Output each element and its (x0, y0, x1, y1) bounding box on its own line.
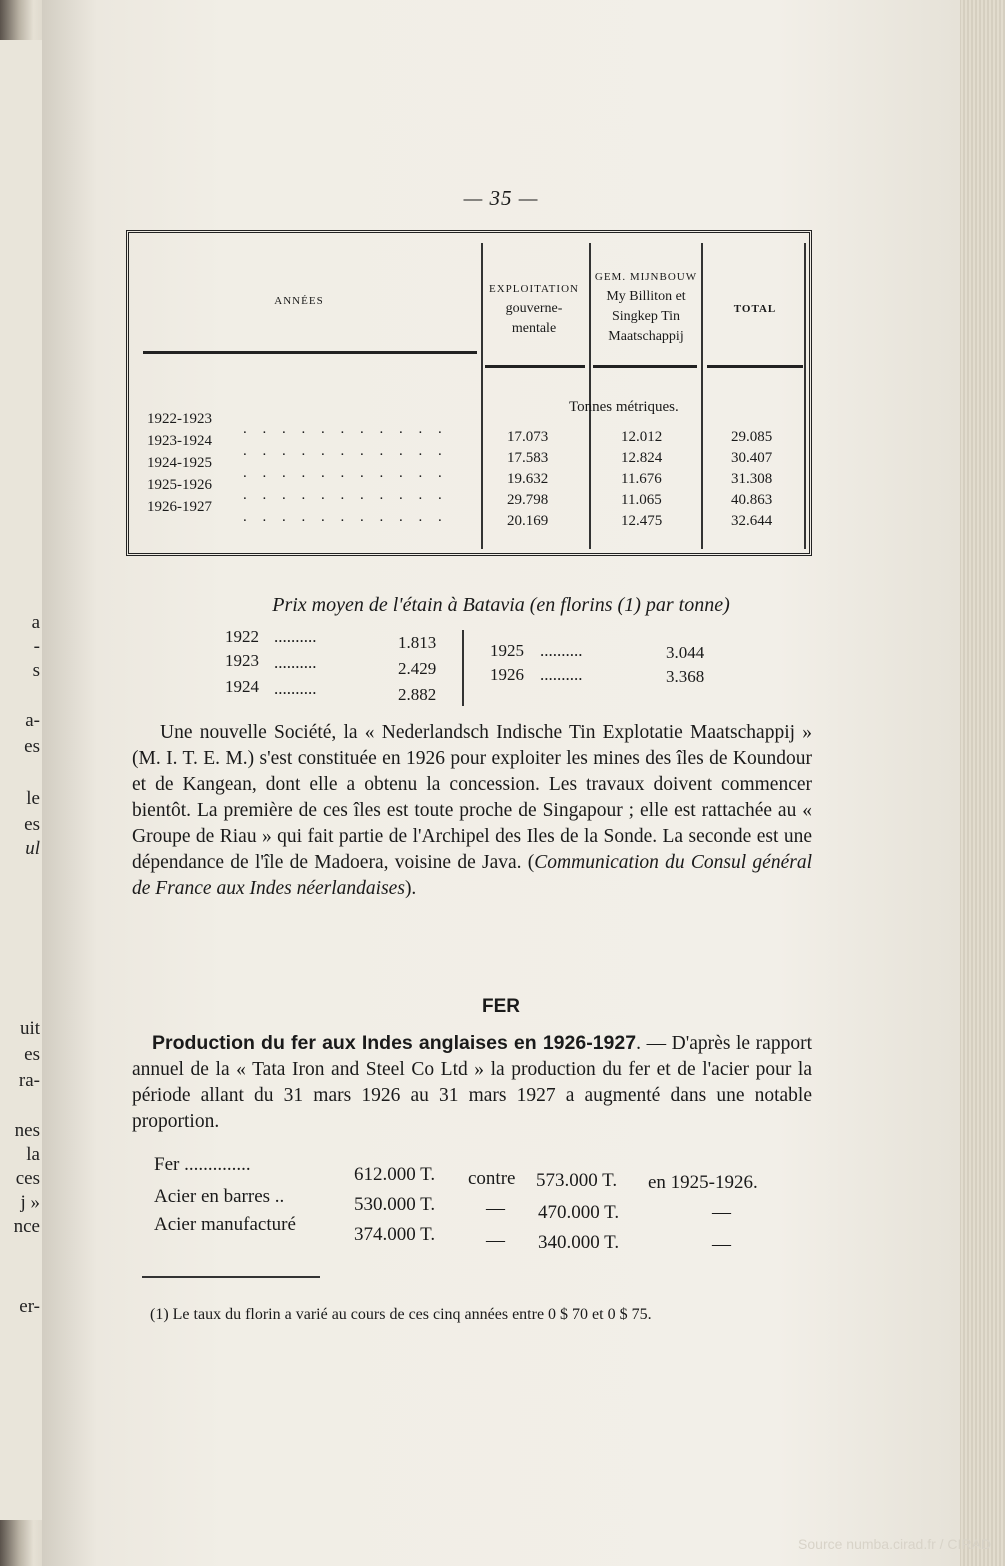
production-period: — (712, 1202, 731, 1223)
total-value: 30.407 (731, 450, 773, 466)
previous-page-edge (0, 40, 42, 1520)
margin-fragment: a- (25, 710, 40, 731)
production-label: Acier en barres .. (154, 1186, 285, 1207)
header-rule (143, 351, 477, 354)
row-year: 1925-1926 (147, 477, 212, 493)
margin-fragment: nes (14, 1120, 40, 1141)
margin-fragment: ces (15, 1168, 40, 1189)
footnote-rule (142, 1276, 320, 1278)
margin-fragment: - (33, 636, 40, 657)
header-exploitation-line: gouverne- (505, 301, 563, 316)
production-previous: 470.000 T. (538, 1202, 620, 1223)
leader-dots: . . . . . . . . . . . (243, 509, 448, 525)
production-previous: 573.000 T. (536, 1170, 618, 1191)
document-page (42, 0, 960, 1566)
paragraph-heading: Production du fer aux Indes anglaises en 1926-1927 (152, 1032, 637, 1054)
production-previous: 340.000 T. (538, 1232, 620, 1253)
margin-fragment: la (26, 1144, 40, 1165)
footnote: (1) Le taux du florin a varié au cours de ces cinq années entre 0 $ 70 et 0 $ 75. (150, 1306, 652, 1323)
price-year: 1922 (225, 627, 259, 646)
gem-value: 11.676 (621, 471, 662, 487)
margin-fragment: es (24, 1044, 40, 1065)
price-divider (462, 630, 464, 706)
margin-fragment: es (24, 736, 40, 757)
price-dots: .......... (274, 653, 317, 672)
production-connector: contre (468, 1168, 516, 1189)
column-divider (589, 243, 591, 549)
exploitation-value: 29.798 (507, 492, 549, 508)
production-connector: — (486, 1230, 505, 1251)
header-rule (707, 365, 803, 368)
margin-fragment: ra- (18, 1070, 40, 1091)
header-total: TOTAL (733, 303, 777, 315)
row-year: 1923-1924 (147, 433, 212, 449)
margin-fragment: ul (25, 838, 40, 859)
margin-fragment: j » (20, 1192, 40, 1213)
header-rule (485, 365, 585, 368)
paragraph-text: Une nouvelle Société, la « Nederlandsch Indische Tin Explotatie Maatschappij » (M. I. T. E. M.) s'est constituée en 1926 pour exploiter les mines des îles de Koundour et de Kangean, dont elle a obtenu la concession. Les travaux doivent commencer bientôt. La première de ces îles est toute proche de Singapour ; elle est rattachée au « Groupe de Riau » qui fait partie de l'Archipel des Iles de la Sonde. La seconde est une dépendance de l'île de Madoera, voisine de Java. ( (132, 722, 812, 873)
production-value: 530.000 T. (354, 1194, 436, 1215)
total-value: 29.085 (731, 429, 773, 445)
total-value: 40.863 (731, 492, 773, 508)
price-value: 2.882 (398, 685, 437, 704)
header-gem-line: Maatschappij (608, 329, 684, 344)
exploitation-value: 19.632 (507, 471, 549, 487)
price-year: 1925 (490, 641, 524, 660)
section-title: FER (482, 996, 520, 1017)
exploitation-value: 17.583 (507, 450, 549, 466)
price-year: 1924 (225, 677, 259, 696)
price-value: 1.813 (398, 633, 437, 652)
paragraph-mitem (132, 720, 812, 902)
total-value: 31.308 (731, 471, 773, 487)
margin-fragment: es (24, 814, 40, 835)
paragraph-text: . — D'après le rapport annuel de la « Tata Iron and Steel Co Ltd » la production du fer et de l'acier pour la période allant du 31 mars 1926 au 31 mars 1927 a augmenté dans une notable proportion. (132, 1033, 812, 1132)
header-gem-line: My Billiton et (606, 289, 686, 304)
unit-label: Tonnes métriques. (569, 399, 679, 415)
column-divider (481, 243, 483, 549)
exploitation-value: 17.073 (507, 429, 549, 445)
production-connector: — (486, 1198, 505, 1219)
row-year: 1926-1927 (147, 499, 212, 515)
price-value: 3.044 (666, 643, 705, 662)
leader-dots: . . . . . . . . . . . (243, 465, 448, 481)
header-exploitation-line: mentale (511, 321, 557, 336)
gem-value: 12.824 (621, 450, 663, 466)
total-value: 32.644 (731, 513, 773, 529)
column-divider (804, 243, 806, 549)
price-caption: Prix moyen de l'étain à Batavia (en florins (1) par tonne) (272, 594, 730, 616)
column-divider (701, 243, 703, 549)
price-dots: .......... (540, 641, 583, 660)
price-value: 3.368 (666, 667, 705, 686)
header-gem-line: Singkep Tin (611, 309, 681, 324)
price-year: 1923 (225, 651, 259, 670)
leader-dots: . . . . . . . . . . . (243, 443, 448, 459)
margin-fragment: er- (19, 1296, 40, 1317)
header-rule (593, 365, 697, 368)
paragraph-end: ). (404, 878, 417, 899)
paragraph-italic: Communication du Consul général de France aux Indes néerlandaises (132, 852, 812, 899)
price-year: 1926 (490, 665, 524, 684)
price-dots: .......... (274, 679, 317, 698)
gem-value: 11.065 (621, 492, 662, 508)
price-dots: .......... (274, 627, 317, 646)
margin-fragment: uit (19, 1018, 40, 1039)
paragraph-iron (132, 1030, 812, 1135)
header-gem-top: GEM. MIJNBOUW (594, 271, 698, 283)
production-period: en 1925-1926. (648, 1172, 758, 1193)
production-value: 612.000 T. (354, 1164, 436, 1185)
production-label: Acier manufacturé (154, 1214, 296, 1235)
header-years: ANNÉES (274, 295, 324, 307)
tin-production-table (126, 230, 812, 556)
row-year: 1924-1925 (147, 455, 212, 471)
production-label: Fer .............. (154, 1154, 251, 1175)
margin-fragment: a (31, 612, 40, 633)
production-value: 374.000 T. (354, 1224, 436, 1245)
leader-dots: . . . . . . . . . . . (243, 421, 448, 437)
header-exploitation-top: EXPLOITATION (489, 283, 579, 295)
production-period: — (712, 1234, 731, 1255)
row-year: 1922-1923 (147, 411, 212, 427)
price-dots: .......... (540, 665, 583, 684)
gem-value: 12.475 (621, 513, 663, 529)
margin-fragment: le (26, 788, 40, 809)
leader-dots: . . . . . . . . . . . (243, 487, 448, 503)
exploitation-value: 20.169 (507, 513, 549, 529)
price-value: 2.429 (398, 659, 437, 678)
source-credit: Source numba.cirad.fr / CIRAD (798, 1536, 991, 1552)
margin-fragment: s (32, 660, 40, 681)
margin-fragment: nce (13, 1216, 40, 1237)
gem-value: 12.012 (621, 429, 663, 445)
page-number: — 35 — (463, 186, 539, 210)
